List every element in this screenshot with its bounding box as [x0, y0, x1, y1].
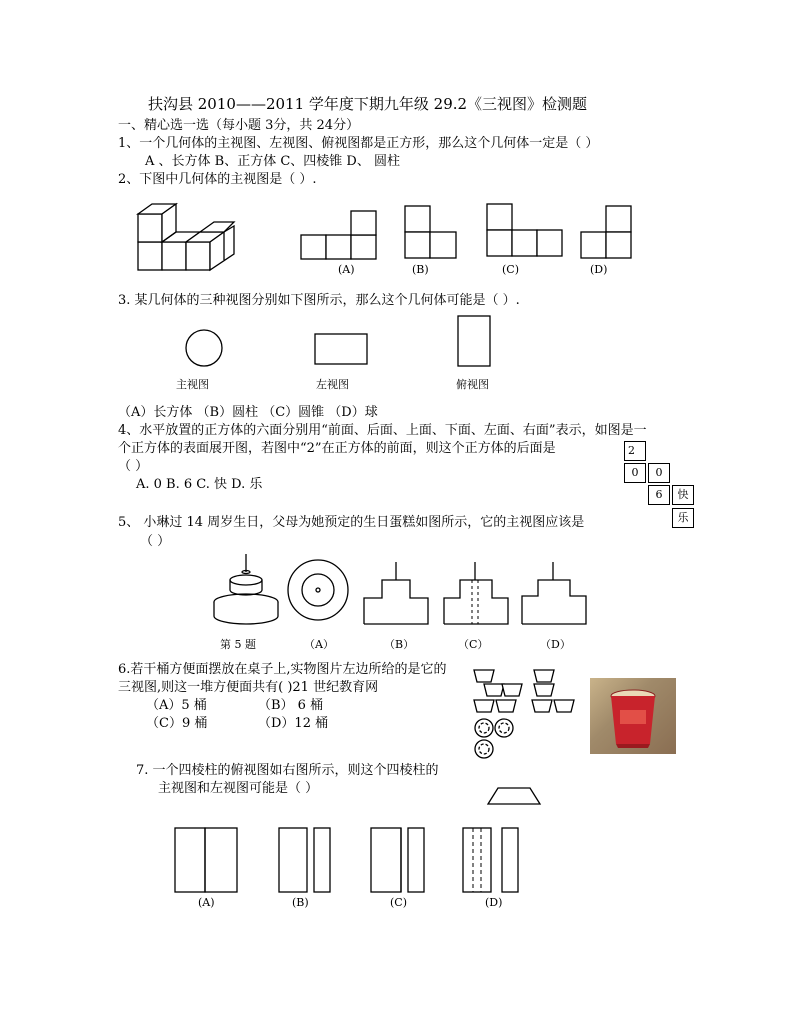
q5-option-a[interactable] — [286, 556, 352, 624]
q6-opt-d: （D）12 桶 — [258, 716, 329, 731]
q3-front-view-circle — [184, 328, 226, 370]
q6-top-view — [472, 716, 520, 762]
q7-option-b[interactable] — [278, 826, 334, 894]
q7-label-a: (A) — [198, 896, 215, 909]
q4-options: A. 0 B. 6 C. 快 D. 乐 — [136, 477, 263, 492]
q2-solid-figure — [134, 200, 244, 275]
q3-label-side: 左视图 — [316, 378, 349, 391]
q7-line1: 7. 一个四棱柱的俯视图如右图所示，则这个四棱柱的 — [136, 763, 439, 778]
q5-label-c: （C） — [458, 638, 489, 651]
net-cell-6: 乐 — [672, 508, 694, 528]
net-cell-1: 2 — [624, 441, 646, 461]
noodle-cup-icon — [608, 688, 658, 748]
q5-cake-figure — [210, 552, 282, 627]
q3-options: （A）长方体 （B）圆柱 （C）圆锥 （D）球 — [118, 405, 378, 420]
q6-side-view — [530, 668, 586, 720]
q1-stem: 1、一个几何体的主视图、左视图、俯视图都是正方形，那么这个几何体一定是（ ） — [118, 136, 599, 151]
q5-label-b: （B） — [384, 638, 415, 651]
q5-stem: 5、 小琳过 14 周岁生日，父母为她预定的生日蛋糕如图所示，它的主视图应该是 — [118, 515, 585, 530]
q2-label-a: (A) — [338, 263, 355, 276]
q3-top-view-rect — [457, 315, 493, 369]
q5-label-fig: 第 5 题 — [220, 638, 256, 651]
q6-opt-a: （A）5 桶 — [146, 698, 207, 713]
q2-option-a[interactable] — [300, 208, 378, 260]
q2-option-d[interactable] — [580, 204, 636, 260]
q5-paren: （ ） — [140, 534, 171, 549]
net-cell-4: 6 — [648, 485, 670, 505]
q3-side-view-rect — [314, 333, 370, 367]
q4-line3: （ ） — [118, 459, 149, 474]
q2-option-c[interactable] — [486, 202, 566, 258]
q6-line1: 6.若干桶方便面摆放在桌子上,实物图片左边所给的是它的 — [118, 662, 447, 677]
q4-line2: 个正方体的表面展开图，若图中“2”在正方体的前面，则这个正方体的后面是 — [118, 441, 556, 456]
q6-line2: 三视图,则这一堆方便面共有( )21 世纪教育网 — [118, 680, 379, 695]
q6-opt-b: （B） 6 桶 — [258, 698, 324, 713]
q5-option-c[interactable] — [442, 560, 512, 626]
q7-option-c[interactable] — [370, 826, 430, 894]
q7-label-b: (B) — [292, 896, 309, 909]
q3-stem: 3. 某几何体的三种视图分别如下图所示，那么这个几何体可能是（ ）. — [118, 293, 520, 308]
q2-label-c: (C) — [502, 263, 519, 276]
q5-label-a: （A） — [304, 638, 334, 651]
q3-label-top: 俯视图 — [456, 378, 489, 391]
q3-label-front: 主视图 — [176, 378, 209, 391]
q7-label-d: (D) — [485, 896, 503, 909]
net-cell-5: 快 — [672, 485, 694, 505]
q6-front-view — [472, 668, 528, 720]
q6-noodle-photo — [590, 678, 676, 754]
section-heading: 一、精心选一选（每小题 3分，共 24分） — [118, 118, 360, 133]
q2-stem: 2、下图中几何体的主视图是（ ）. — [118, 172, 317, 187]
q6-opt-c: （C）9 桶 — [146, 716, 208, 731]
q2-option-b[interactable] — [404, 204, 460, 260]
q7-line2: 主视图和左视图可能是（ ） — [158, 781, 319, 796]
q7-label-c: (C) — [390, 896, 407, 909]
net-cell-2: 0 — [624, 463, 646, 483]
q7-option-a[interactable] — [174, 826, 240, 894]
q1-options: A 、长方体 B、正方体 C、四棱锥 D、 圆柱 — [145, 154, 400, 169]
page-title: 扶沟县 2010——2011 学年度下期九年级 29.2《三视图》检测题 — [148, 95, 588, 113]
net-cell-3: 0 — [648, 463, 670, 483]
q5-option-b[interactable] — [362, 560, 432, 626]
q4-line1: 4、水平放置的正方体的六面分别用“前面、后面、上面、下面、左面、右面”表示，如图是一 — [118, 423, 647, 438]
q5-label-d: （D） — [540, 638, 571, 651]
q7-top-view-trapezoid — [486, 786, 544, 808]
q2-label-d: (D) — [590, 263, 608, 276]
q2-label-b: (B) — [412, 263, 429, 276]
q5-option-d[interactable] — [520, 560, 590, 626]
q7-option-d[interactable] — [462, 826, 522, 894]
